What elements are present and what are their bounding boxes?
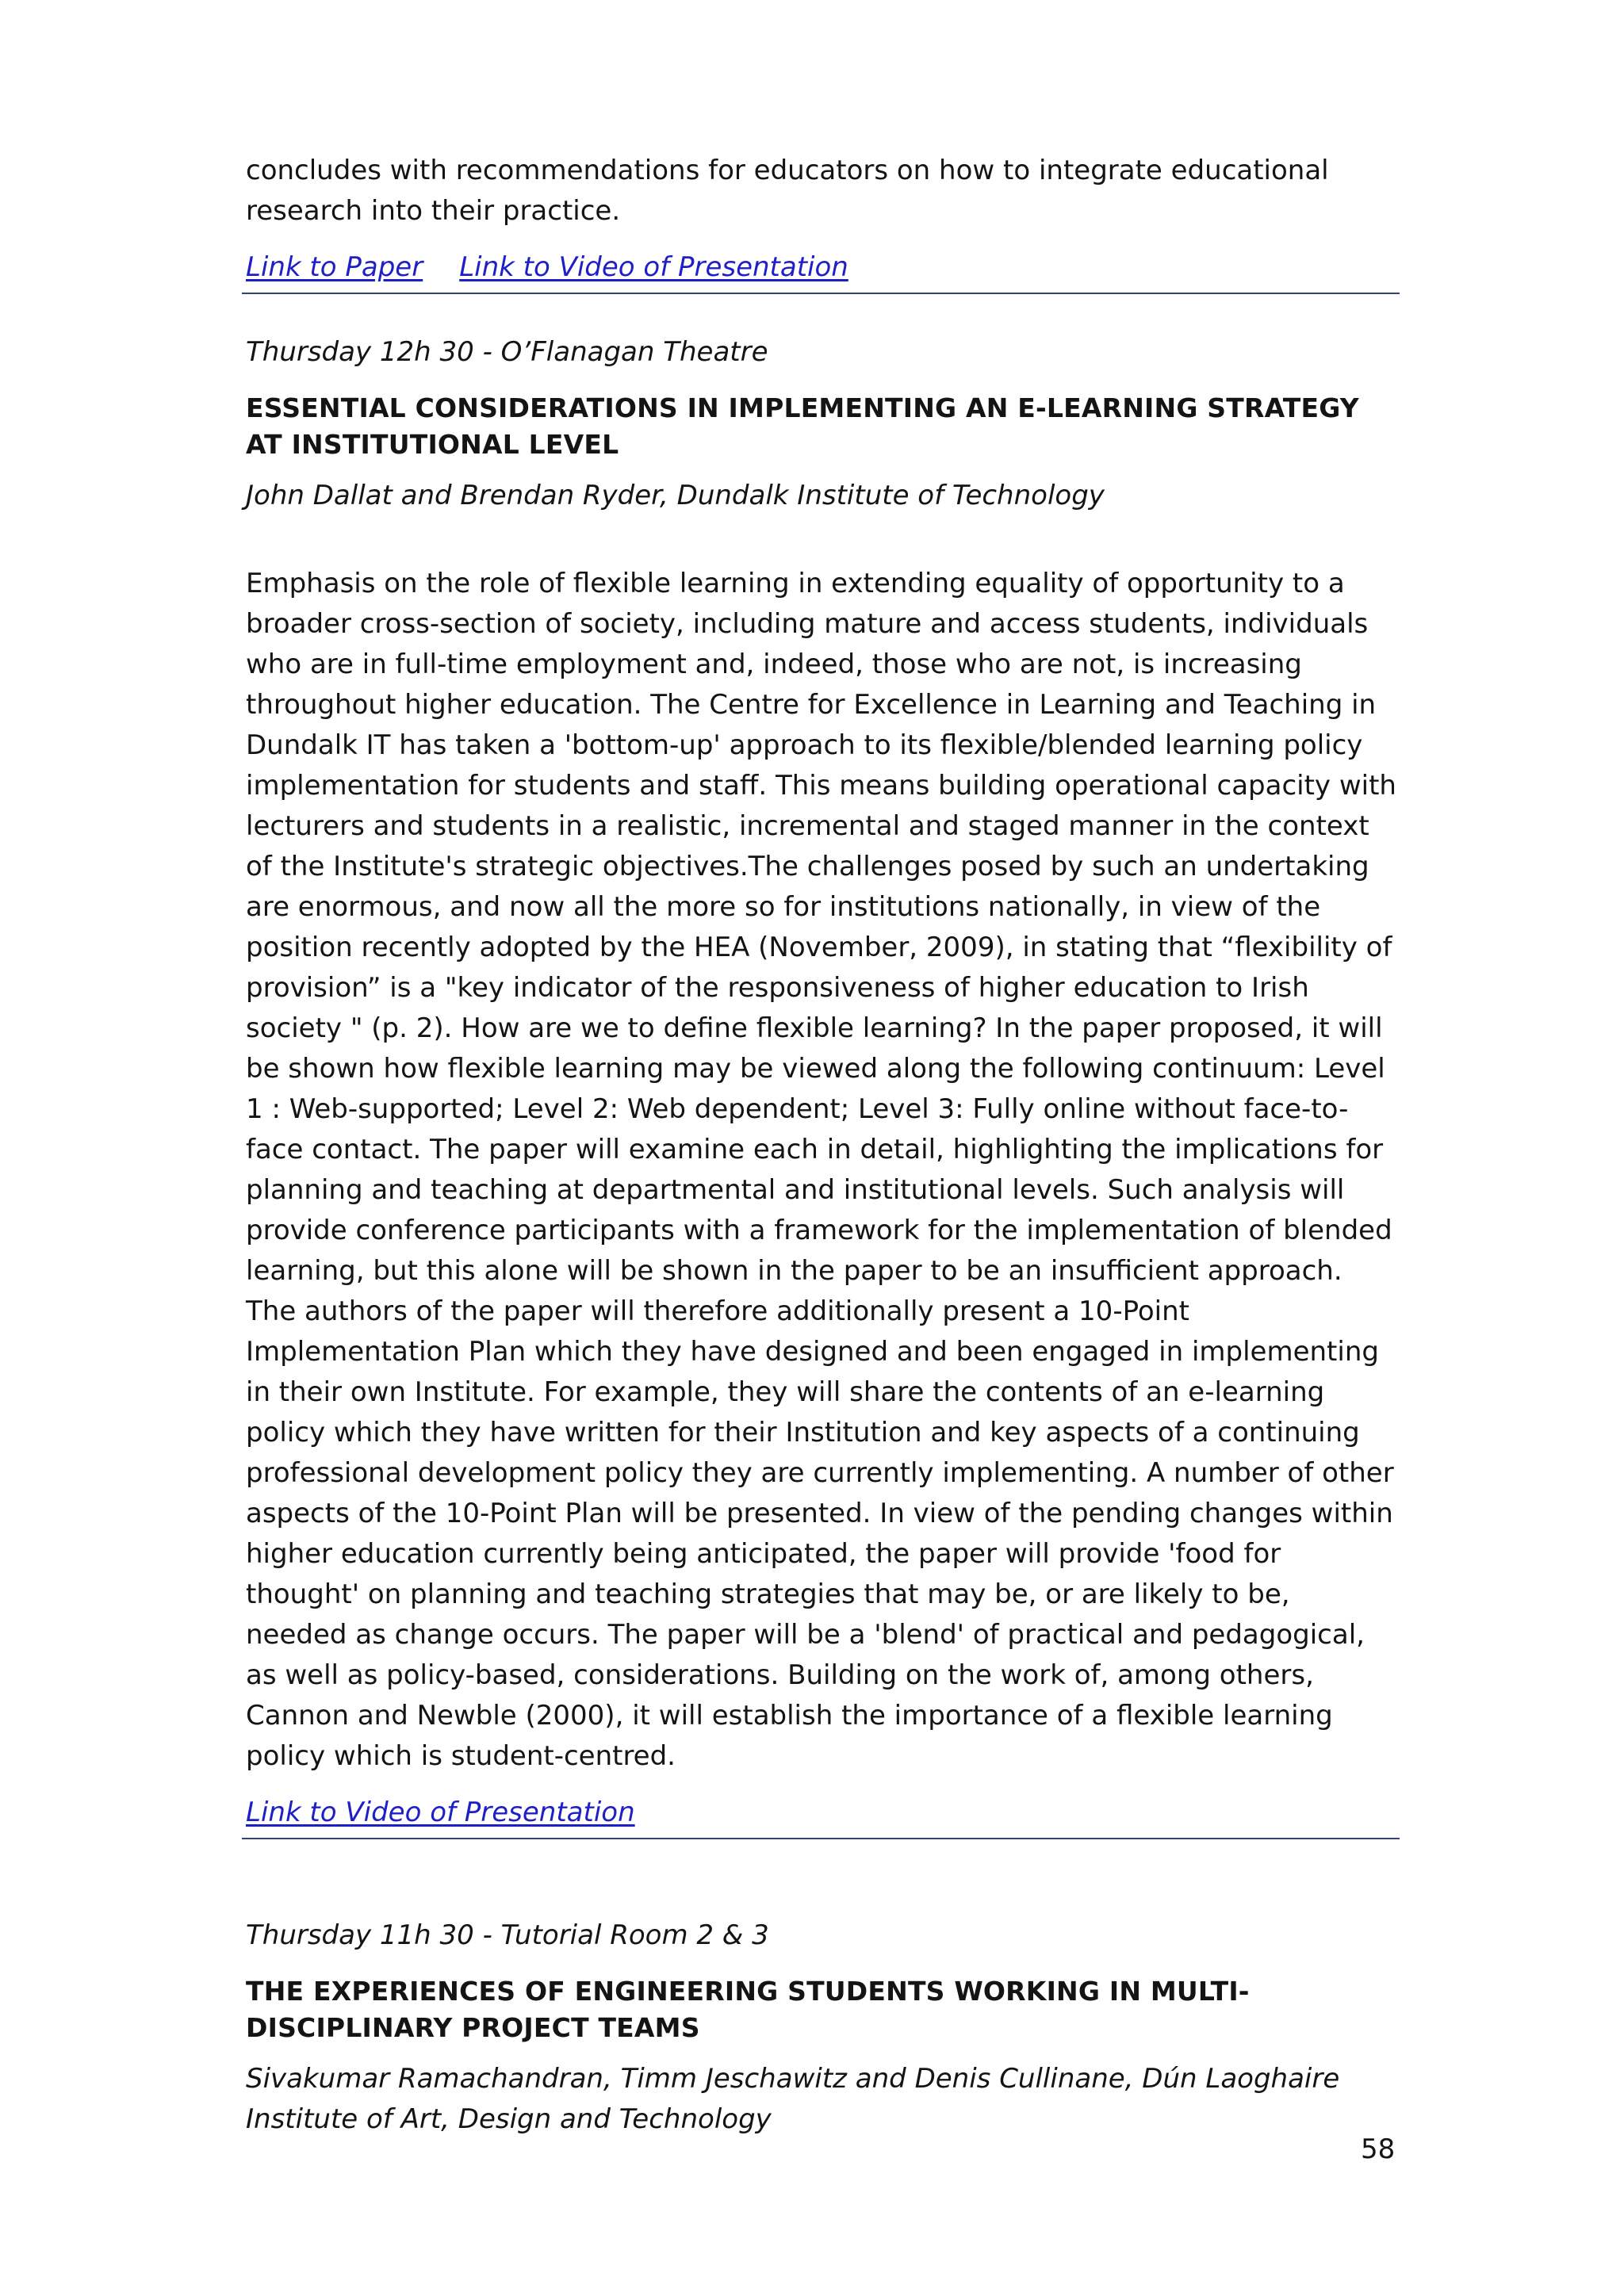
link-to-paper[interactable]: Link to Paper — [246, 251, 423, 283]
entry1-links — [246, 1793, 1397, 1833]
entry2-authors: Sivakumar Ramachandran, Timm Jeschawitz and Denis Cullinane, Dún Laoghaire Institute of Art, Design and Technology — [246, 2063, 1340, 2135]
link-to-video-1[interactable]: Link to Video of Presentation — [459, 251, 848, 283]
page-number: 58 — [1361, 2133, 1396, 2165]
intro-paragraph: concludes with recommendations for educators on how to integrate educational research into their practice. — [246, 155, 1329, 227]
link-to-video-2[interactable]: Link to Video of Presentation — [246, 1797, 635, 1828]
entry1-session: Thursday 12h 30 - O’Flanagan Theatre — [246, 336, 768, 368]
entry1-abstract: Emphasis on the role of flexible learning in extending equality of opportunity to a broader cross-section of society, including mature and access students, individuals who are in full-time employment and, indeed, those who are not, is increasing throughout higher education. The Centre for Excellence in Learning and Teaching in Dundalk IT has taken a 'bottom-up' approach to its flexible/blended learning policy implementation for students and staff. This means building operational capacity with lecturers and students in a realistic, incremental and staged manner in the context of the Institute's strategic objectives.The challenges posed by such an undertaking are enormous, and now all the more so for institutions nationally, in view of the position recently adopted by the HEA (November, 2009), in stating that “flexibility of provision” is a "key indicator of the responsiveness of higher education to Irish society " (p. 2). How are we to define flexible learning? In the paper proposed, it will be shown how flexible learning may be viewed along the following continuum: Level 1 : Web-supported; Level 2: Web dependent; Level 3: Fully online without face-to-face contact. The paper will examine each in detail, highlighting the implications for planning and teaching at departmental and institutional levels. Such analysis will provide conference participants with a framework for the implementation of blended learning, but this alone will be shown in the paper to be an insufficient approach. The authors of the paper will therefore additionally present a 10-Point Implementation Plan which they have designed and been engaged in implementing in their own Institute. For example, they will share the contents of an e-learning policy which they have written for their Institution and key aspects of a continuing professional development policy they are currently implementing. A number of other aspects of the 10-Point Plan will be presented. In view of the pending changes within higher education currently being anticipated, the paper will provide 'food for thought' on planning and teaching strategies that may be, or are likely to be, needed as change occurs. The paper will be a 'blend' of practical and pedagogical, as well as policy-based, considerations. Building on the work of, among others, Cannon and Newble (2000), it will establish the importance of a flexible learning policy which is student-centred. — [246, 568, 1396, 1772]
section-divider-1 — [242, 293, 1400, 294]
entry2-title: THE EXPERIENCES OF ENGINEERING STUDENTS WORKING IN MULTI-DISCIPLINARY PROJECT TEAMS — [246, 1976, 1250, 2043]
entry2-session: Thursday 11h 30 - Tutorial Room 2 & 3 — [246, 1919, 769, 1951]
entry1-authors: John Dallat and Brendan Ryder, Dundalk Institute of Technology — [246, 480, 1105, 511]
document-page — [246, 151, 1397, 2140]
section-divider-2 — [242, 1838, 1400, 1839]
entry1-title: ESSENTIAL CONSIDERATIONS IN IMPLEMENTING AN E-LEARNING STRATEGY AT INSTITUTIONAL LEVEL — [246, 392, 1359, 460]
intro-links — [246, 247, 1397, 288]
